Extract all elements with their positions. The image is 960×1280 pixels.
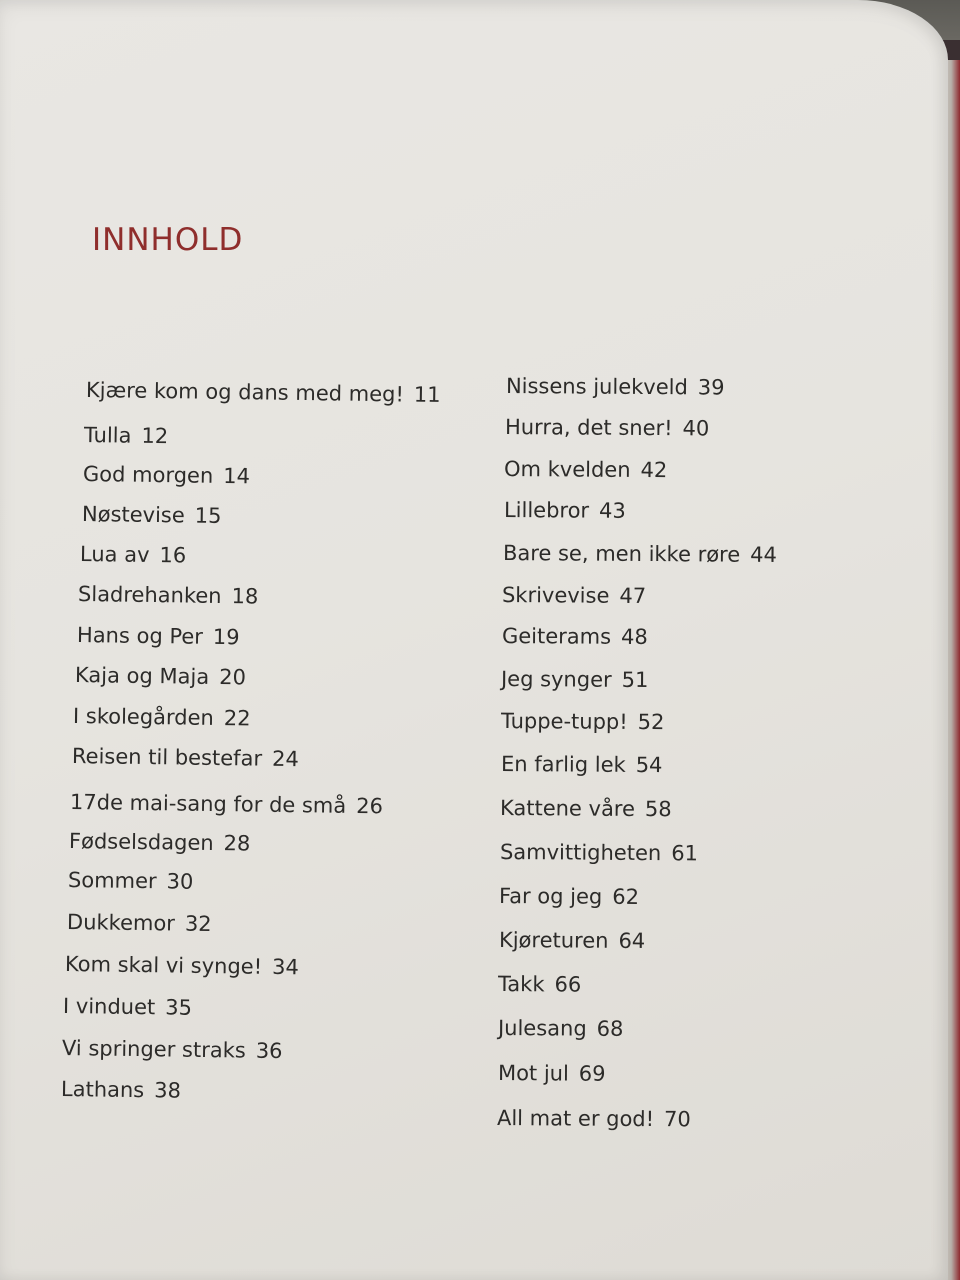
toc-entry [65,952,299,979]
toc-entry [503,541,777,567]
toc-entry-page-number: 22 [223,706,251,731]
toc-entry-title: All mat er god! [496,1106,655,1132]
toc-entry-page-number: 30 [166,869,194,894]
toc-entry-title: Jeg synger [500,667,612,692]
toc-entry-title: Samvittigheten [499,840,662,866]
toc-entry-title: Lillebror [503,498,590,523]
toc-entry-page-number: 39 [697,375,725,400]
toc-entry [84,423,169,448]
toc-entry [69,829,251,856]
toc-entry-page-number: 18 [231,584,259,609]
toc-entry [78,582,259,609]
toc-entry-title: Bare se, men ikke røre [502,541,741,567]
toc-entry-page-number: 24 [271,746,299,772]
toc-entry-page-number: 20 [219,665,247,690]
toc-entry-page-number: 54 [635,752,663,778]
toc-entry [75,663,246,689]
toc-entry-title: Kjøreturen [498,928,609,953]
toc-entry-title: God morgen [82,462,214,488]
toc-entry-title: Julesang [497,1016,587,1041]
toc-entry-title: Tuppe-tupp! [500,709,628,734]
toc-entry-title: 17de mai-sang for de små [69,790,347,818]
toc-entry-title: Om kvelden [503,457,631,482]
toc-entry-title: Far og jeg [498,884,603,909]
toc-entry-page-number: 69 [578,1061,606,1086]
toc-entry-page-number: 26 [356,793,384,819]
toc-entry [499,884,639,909]
toc-entry-title: Dukkemor [66,910,176,936]
toc-entry-page-number: 19 [212,624,240,650]
toc-entry [61,1077,181,1103]
toc-entry-page-number: 32 [184,911,212,937]
toc-entry [500,840,698,865]
toc-entry-title: En farlig lek [500,752,626,777]
toc-entry-title: Hurra, det sner! [504,415,673,441]
toc-entry-title: Kom skal vi synge! [64,952,263,979]
toc-entry [63,994,192,1020]
toc-entry-page-number: 44 [750,542,778,567]
toc-entry-page-number: 14 [223,463,251,489]
toc-entry-page-number: 64 [618,928,646,954]
toc-entry [62,1036,283,1063]
toc-entry-title: I vinduet [62,994,156,1020]
toc-entry-title: Nøstevise [81,502,185,528]
toc-entry [82,502,222,528]
toc-entry [70,790,383,818]
toc-entry [499,928,645,953]
toc-entry [68,868,194,894]
toc-entry-page-number: 51 [621,667,649,693]
toc-entry [504,457,667,482]
toc-entry-page-number: 70 [664,1107,691,1132]
toc-entry-title: Lua av [79,542,150,567]
toc-entry-page-number: 58 [644,797,672,822]
toc-entry-page-number: 16 [159,543,187,568]
toc-entry-page-number: 61 [671,841,699,866]
toc-entry-page-number: 34 [271,954,299,980]
toc-entry [498,1061,606,1086]
toc-entry [501,752,663,777]
toc-entry-title: Sladrehanken [77,582,222,609]
toc-entry-page-number: 43 [599,498,626,523]
toc-entry-title: Takk [497,972,545,997]
toc-entry [505,415,710,440]
toc-entry-page-number: 47 [619,583,647,609]
toc-entry [497,1106,691,1131]
toc-entry-title: Skrivevise [501,583,610,608]
toc-entry-title: Vi springer straks [61,1036,246,1063]
toc-entry [86,378,441,407]
toc-entry [67,910,212,936]
toc-entry-page-number: 48 [621,624,648,650]
contents-heading: INNHOLD [92,222,244,258]
toc-entry [77,623,240,649]
toc-entry-title: Hans og Per [76,623,204,649]
toc-entry [500,796,672,821]
toc-entry-title: Kjære kom og dans med meg! [85,378,405,407]
toc-entry-page-number: 66 [554,972,582,997]
toc-entry [498,972,581,997]
toc-entry-title: Tulla [83,423,132,448]
toc-entry-title: Reisen til bestefar [71,744,263,771]
toc-entry-page-number: 68 [596,1016,624,1041]
toc-entry-title: Lathans [60,1077,145,1103]
toc-entry-title: Kattene våre [499,796,636,821]
toc-entry [501,667,649,692]
toc-entry [72,744,299,771]
toc-entry-page-number: 38 [154,1078,182,1103]
toc-entry-page-number: 36 [255,1038,283,1064]
toc-entry [80,542,187,567]
toc-entry-page-number: 42 [640,457,668,483]
toc-entry-page-number: 35 [165,995,193,1020]
toc-entry [501,709,665,734]
toc-entry [73,704,251,730]
toc-entry [502,624,648,649]
toc-entry-title: Fødselsdagen [68,829,214,856]
toc-entry-title: I skolegården [72,704,215,730]
toc-entry [498,1016,624,1041]
toc-entry [502,583,646,608]
toc-entry-page-number: 12 [141,423,169,449]
toc-entry [506,374,725,400]
toc-entry-page-number: 11 [413,382,441,407]
toc-entry-title: Kaja og Maja [74,663,210,689]
toc-entry-title: Geiterams [501,624,612,649]
toc-entry-title: Nissens julekveld [505,374,688,400]
toc-entry-page-number: 15 [194,503,222,528]
toc-entry-page-number: 52 [637,709,665,735]
toc-entry [504,498,626,523]
toc-entry-page-number: 62 [612,884,640,909]
toc-entry-page-number: 28 [223,831,251,856]
toc-entry-title: Sommer [67,868,157,894]
toc-entry [83,462,250,488]
toc-entry-page-number: 40 [682,416,710,441]
toc-entry-title: Mot jul [497,1061,569,1086]
